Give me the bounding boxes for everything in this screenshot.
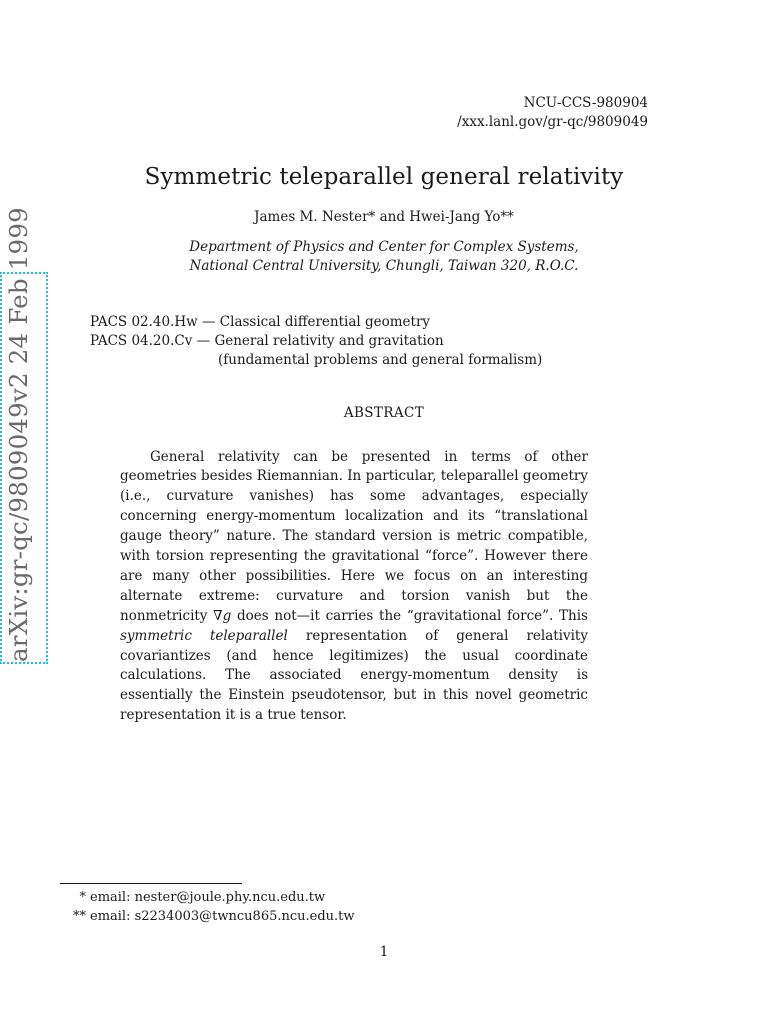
pacs-line-2: PACS 04.20.Cv — General relativity and gravitation [90,333,444,349]
footnote-1 [66,889,355,908]
abstract-text [120,448,588,727]
footnote-2-email: email: s2234003@twncu865.ncu.edu.tw [90,908,355,924]
footnotes [66,889,355,926]
author-list: James M. Nester* and Hwei-Jang Yo** [254,209,514,225]
affiliation-line-1: Department of Physics and Center for Complex Systems, [189,239,579,255]
abstract-part-3: representation of general relativity covariantizes (and hence legitimizes) the usual coordinate calculations. The associated energy-momentum density is essentially the Einstein pseudotensor, but in this novel geometric representation it is a true tensor. [120,627,588,724]
footnote-2-mark: ** [73,908,86,924]
footnote-1-mark: * [79,890,86,905]
affiliation-block [0,238,768,276]
abstract-emphasis: symmetric teleparallel [120,627,288,644]
paper-title: Symmetric teleparallel general relativity [144,164,624,190]
abstract-part-1: General relativity can be presented in terms of other geometries besides Riemannian. In particular, teleparallel geometry (i.e., curvature vanishes) has some advantages, especially concerning energy-momentum localization and its “translational gauge theory” nature. The standard version is metric compatible, with torsion representing the gravitational “force”. However there are many other possibilities. Here we focus on an interesting alternate extreme: curvature and torsion vanish but the nonmetricity [120,448,588,624]
nabla-symbol: ∇ [213,607,223,624]
metric-symbol: g [222,607,232,624]
pacs-line-1: PACS 02.40.Hw — Classical differential geometry [90,314,431,330]
abstract-part-2: does not—it carries the “gravitational force”. This [231,607,588,624]
arxiv-stamp[interactable] [0,207,48,664]
page-number: 1 [379,944,389,960]
footnote-2 [66,908,355,927]
report-id-block [457,94,648,132]
footnote-1-email: email: nester@joule.phy.ncu.edu.tw [90,890,326,905]
abstract-heading: ABSTRACT [343,405,425,421]
archive-identifier: /xxx.lanl.gov/gr-qc/9809049 [457,114,648,130]
pacs-line-3: (fundamental problems and general formalism) [218,352,543,368]
arxiv-stamp-text[interactable]: arXiv:gr-qc/9809049v2 24 Feb 1999 [4,207,33,662]
report-number: NCU-CCS-980904 [523,95,648,111]
affiliation-line-2: National Central University, Chungli, Taiwan 320, R.O.C. [189,258,579,274]
pacs-codes [90,313,542,370]
footnote-divider [60,883,242,884]
